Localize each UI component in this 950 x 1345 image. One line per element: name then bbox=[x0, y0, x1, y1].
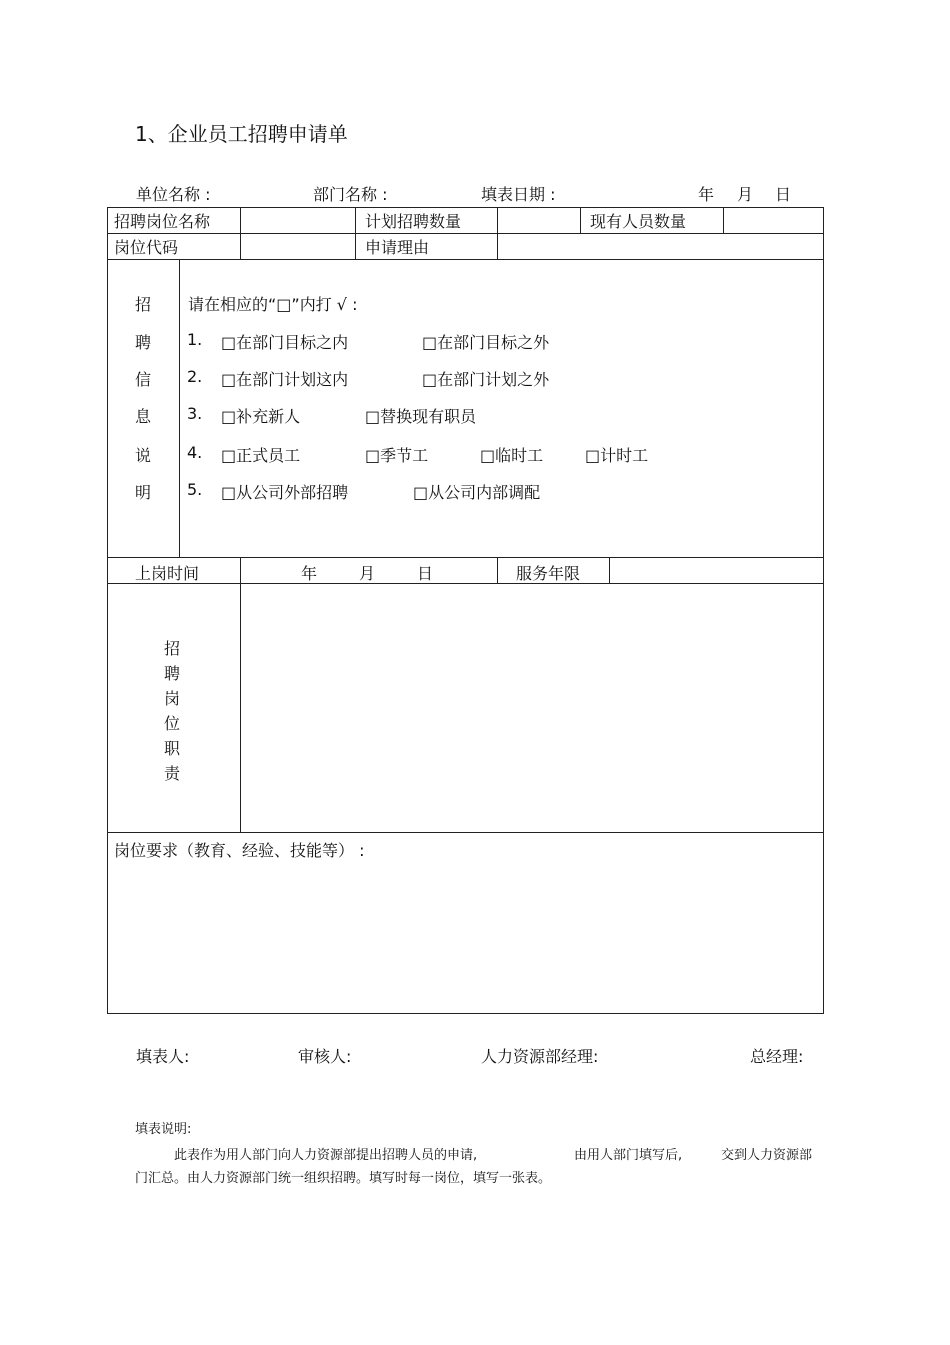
table-line bbox=[823, 207, 824, 1014]
current-count-field[interactable] bbox=[724, 208, 822, 232]
table-line bbox=[355, 207, 356, 259]
position-code-field[interactable] bbox=[241, 234, 354, 258]
table-line bbox=[107, 1013, 824, 1014]
option-within-dept-plan-checkbox[interactable]: □在部门计划这内 bbox=[221, 370, 349, 389]
table-line bbox=[179, 259, 180, 557]
planned-count-label: 计划招聘数量 bbox=[365, 212, 462, 231]
planned-count-field[interactable] bbox=[498, 208, 579, 232]
item-number: 3. bbox=[187, 404, 203, 423]
duties-side-char: 岗 bbox=[163, 689, 180, 708]
reason-field[interactable] bbox=[498, 234, 822, 258]
position-name-label: 招聘岗位名称 bbox=[114, 212, 211, 231]
option-temporary-checkbox[interactable]: □临时工 bbox=[480, 446, 544, 465]
notes-body-part1: 此表作为用人部门向人力资源部提出招聘人员的申请, bbox=[174, 1148, 478, 1163]
notes-body-part2: 由用人部门填写后, bbox=[574, 1148, 683, 1163]
filler-signature-label: 填表人: bbox=[136, 1047, 190, 1066]
option-seasonal-checkbox[interactable]: □季节工 bbox=[365, 446, 429, 465]
item-number: 2. bbox=[187, 367, 203, 386]
table-line bbox=[580, 207, 581, 233]
hr-manager-signature-label: 人力资源部经理: bbox=[481, 1047, 599, 1066]
duties-field[interactable] bbox=[241, 584, 822, 831]
service-years-label: 服务年限 bbox=[516, 564, 581, 583]
service-years-field[interactable] bbox=[610, 558, 822, 582]
checkbox-instruction: 请在相应的“□”内打 √ : bbox=[188, 295, 358, 314]
duties-side-char: 职 bbox=[163, 739, 180, 758]
table-line bbox=[107, 832, 824, 833]
option-within-dept-goal-checkbox[interactable]: □在部门目标之内 bbox=[221, 333, 349, 352]
duties-side-char: 责 bbox=[163, 764, 180, 783]
reason-label: 申请理由 bbox=[365, 238, 430, 257]
start-month-label[interactable]: 月 bbox=[359, 564, 376, 583]
item-number: 5. bbox=[187, 480, 203, 499]
option-replace-staff-checkbox[interactable]: □替换现有职员 bbox=[365, 407, 477, 426]
option-outside-dept-plan-checkbox[interactable]: □在部门计划之外 bbox=[422, 370, 550, 389]
page-title: 1、企业员工招聘申请单 bbox=[135, 122, 348, 146]
recruit-info-side-char: 招 bbox=[134, 295, 151, 314]
start-time-label: 上岗时间 bbox=[135, 564, 200, 583]
position-name-field[interactable] bbox=[241, 208, 354, 232]
duties-side-char: 聘 bbox=[163, 664, 180, 683]
recruit-info-side-char: 明 bbox=[134, 483, 151, 502]
fill-date-year-label: 年 bbox=[698, 185, 715, 204]
gm-signature-label: 总经理: bbox=[750, 1047, 804, 1066]
item-number: 1. bbox=[187, 330, 203, 349]
recruit-info-side-char: 息 bbox=[134, 407, 151, 426]
notes-body-part3: 交到人力资源部 bbox=[721, 1148, 813, 1163]
duties-side-char: 招 bbox=[163, 639, 180, 658]
table-line bbox=[240, 557, 241, 583]
dept-name-label: 部门名称 : bbox=[313, 185, 388, 204]
option-full-time-checkbox[interactable]: □正式员工 bbox=[221, 446, 301, 465]
option-internal-transfer-checkbox[interactable]: □从公司内部调配 bbox=[413, 483, 541, 502]
option-new-hire-checkbox[interactable]: □补充新人 bbox=[221, 407, 301, 426]
recruit-info-side-char: 信 bbox=[134, 370, 151, 389]
table-line bbox=[107, 259, 824, 260]
reviewer-signature-label: 审核人: bbox=[298, 1047, 352, 1066]
option-hourly-checkbox[interactable]: □计时工 bbox=[585, 446, 649, 465]
notes-heading: 填表说明: bbox=[135, 1122, 192, 1137]
start-day-label[interactable]: 日 bbox=[417, 564, 434, 583]
recruit-info-side-char: 聘 bbox=[134, 333, 151, 352]
fill-date-day-label: 日 bbox=[775, 185, 792, 204]
current-count-label: 现有人员数量 bbox=[590, 212, 687, 231]
duties-side-char: 位 bbox=[163, 714, 180, 733]
fill-date-label: 填表日期 : bbox=[481, 185, 556, 204]
requirements-label: 岗位要求（教育、经验、技能等） : bbox=[114, 841, 365, 860]
position-code-label: 岗位代码 bbox=[114, 238, 179, 257]
table-line bbox=[107, 207, 824, 208]
unit-name-label: 单位名称 : bbox=[136, 185, 211, 204]
recruit-info-side-char: 说 bbox=[134, 446, 151, 465]
table-line bbox=[497, 557, 498, 583]
item-number: 4. bbox=[187, 443, 203, 462]
option-external-recruit-checkbox[interactable]: □从公司外部招聘 bbox=[221, 483, 349, 502]
fill-date-month-label: 月 bbox=[737, 185, 754, 204]
option-outside-dept-goal-checkbox[interactable]: □在部门目标之外 bbox=[422, 333, 550, 352]
notes-body-line2: 门汇总。由人力资源部门统一组织招聘。填写时每一岗位，填写一张表。 bbox=[135, 1171, 552, 1186]
start-year-label[interactable]: 年 bbox=[301, 564, 318, 583]
requirements-field[interactable] bbox=[108, 862, 822, 1012]
